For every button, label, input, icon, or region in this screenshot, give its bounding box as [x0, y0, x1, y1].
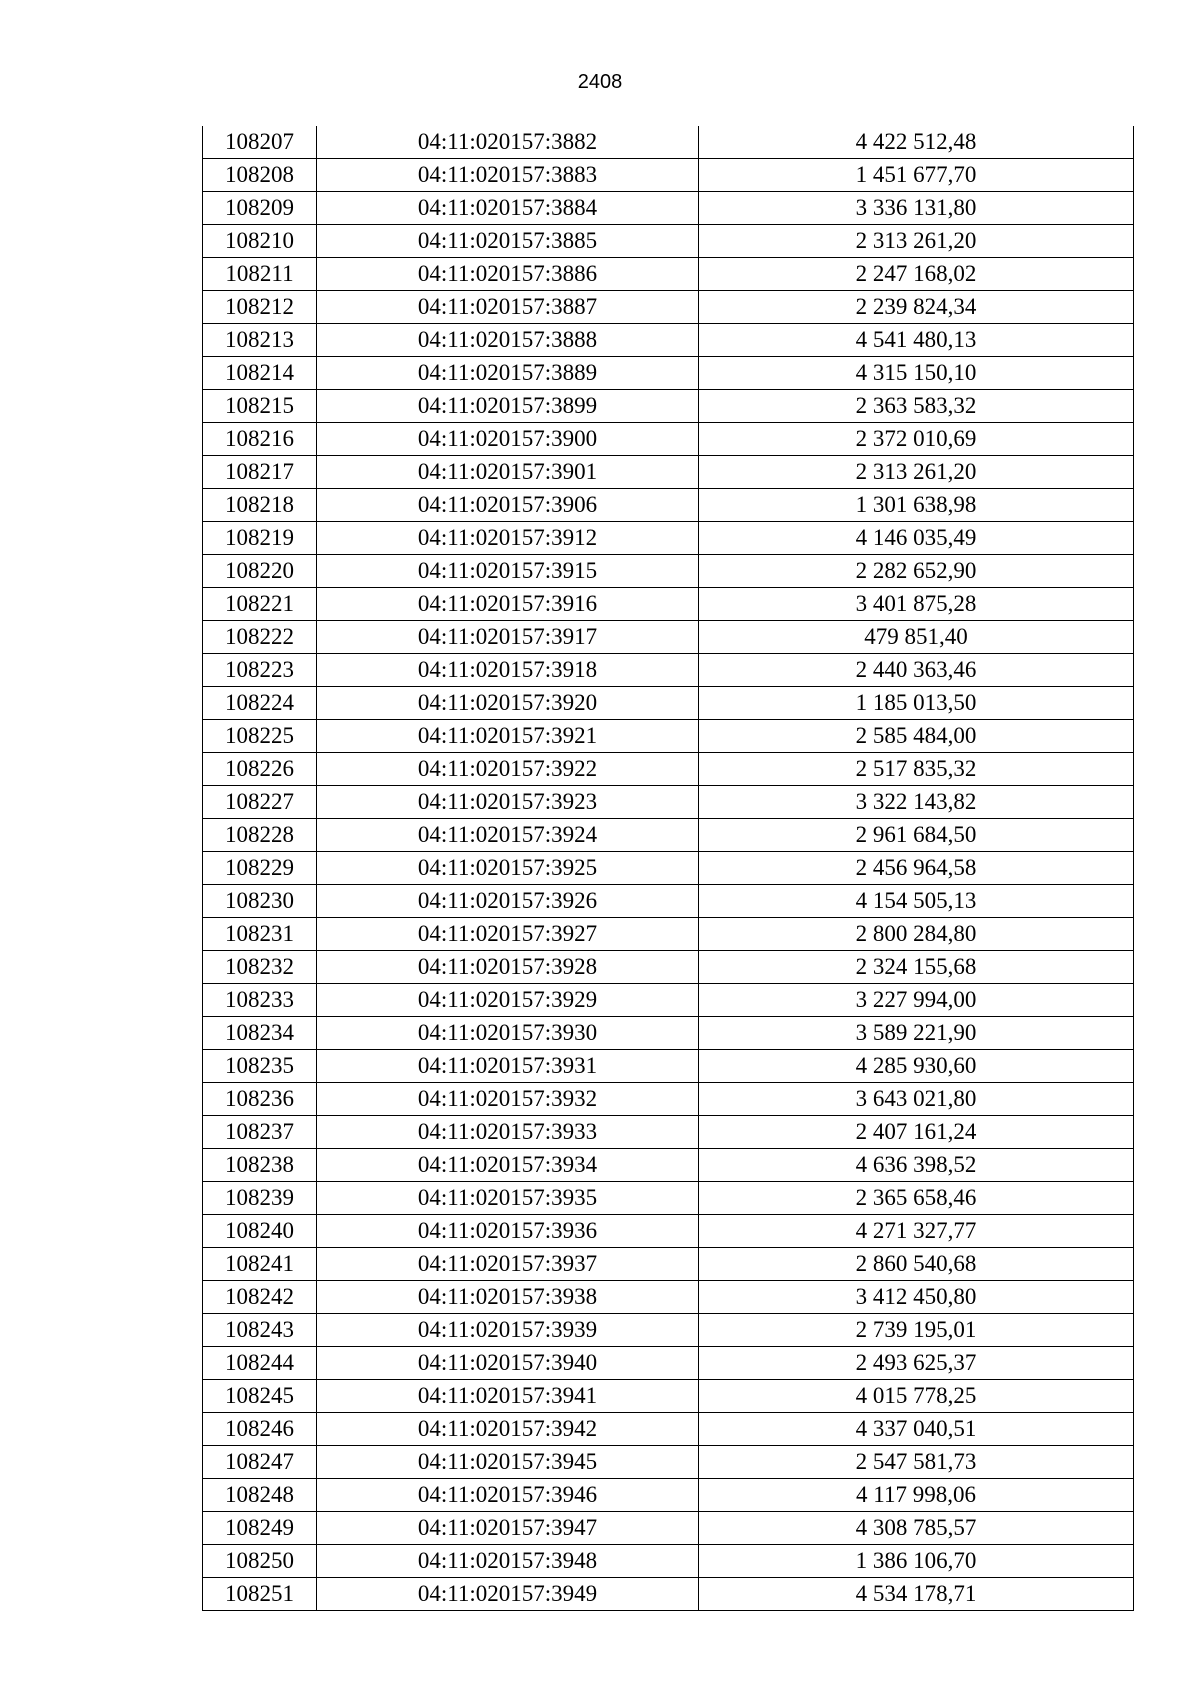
cadastral-number-cell: 04:11:020157:3899: [317, 390, 699, 423]
cadastral-value-cell: 3 401 875,28: [699, 588, 1134, 621]
row-number-cell: 108213: [203, 324, 317, 357]
cadastral-number-cell: 04:11:020157:3938: [317, 1281, 699, 1314]
table-row: [203, 159, 1134, 192]
cadastral-value-cell: 2 739 195,01: [699, 1314, 1134, 1347]
cadastral-number-cell: 04:11:020157:3929: [317, 984, 699, 1017]
cadastral-value-cell: 2 407 161,24: [699, 1116, 1134, 1149]
table-row: [203, 423, 1134, 456]
table-row: [203, 390, 1134, 423]
cadastral-value-cell: 4 154 505,13: [699, 885, 1134, 918]
row-number-cell: 108225: [203, 720, 317, 753]
row-number-cell: 108241: [203, 1248, 317, 1281]
cadastral-number-cell: 04:11:020157:3885: [317, 225, 699, 258]
cadastral-number-cell: 04:11:020157:3920: [317, 687, 699, 720]
cadastral-number-cell: 04:11:020157:3945: [317, 1446, 699, 1479]
cadastral-value-cell: 4 422 512,48: [699, 126, 1134, 159]
row-number-cell: 108250: [203, 1545, 317, 1578]
cadastral-number-cell: 04:11:020157:3935: [317, 1182, 699, 1215]
row-number-cell: 108239: [203, 1182, 317, 1215]
cadastral-value-cell: 4 015 778,25: [699, 1380, 1134, 1413]
cadastral-value-cell: 479 851,40: [699, 621, 1134, 654]
row-number-cell: 108211: [203, 258, 317, 291]
cadastral-value-cell: 2 547 581,73: [699, 1446, 1134, 1479]
row-number-cell: 108219: [203, 522, 317, 555]
row-number-cell: 108226: [203, 753, 317, 786]
table-row: [203, 1083, 1134, 1116]
table-row: [203, 984, 1134, 1017]
table-row: [203, 852, 1134, 885]
cadastral-value-cell: 1 185 013,50: [699, 687, 1134, 720]
row-number-cell: 108248: [203, 1479, 317, 1512]
row-number-cell: 108235: [203, 1050, 317, 1083]
row-number-cell: 108209: [203, 192, 317, 225]
cadastral-value-cell: 2 800 284,80: [699, 918, 1134, 951]
cadastral-number-cell: 04:11:020157:3947: [317, 1512, 699, 1545]
table-row: [203, 720, 1134, 753]
cadastral-value-cell: 2 440 363,46: [699, 654, 1134, 687]
cadastral-value-cell: 1 301 638,98: [699, 489, 1134, 522]
cadastral-value-cell: 2 247 168,02: [699, 258, 1134, 291]
cadastral-number-cell: 04:11:020157:3886: [317, 258, 699, 291]
cadastral-value-cell: 2 493 625,37: [699, 1347, 1134, 1380]
row-number-cell: 108230: [203, 885, 317, 918]
row-number-cell: 108244: [203, 1347, 317, 1380]
cadastral-number-cell: 04:11:020157:3918: [317, 654, 699, 687]
cadastral-value-cell: 2 365 658,46: [699, 1182, 1134, 1215]
table-row: [203, 1314, 1134, 1347]
table-row: [203, 1248, 1134, 1281]
row-number-cell: 108218: [203, 489, 317, 522]
row-number-cell: 108217: [203, 456, 317, 489]
page-number: 2408: [577, 71, 623, 93]
cadastral-value-cell: 2 313 261,20: [699, 225, 1134, 258]
table-row: [203, 324, 1134, 357]
row-number-cell: 108214: [203, 357, 317, 390]
table-row: [203, 1578, 1134, 1611]
cadastral-number-cell: 04:11:020157:3916: [317, 588, 699, 621]
cadastral-number-cell: 04:11:020157:3882: [317, 126, 699, 159]
row-number-cell: 108227: [203, 786, 317, 819]
row-number-cell: 108242: [203, 1281, 317, 1314]
table-row: [203, 1215, 1134, 1248]
cadastral-value-cell: 1 451 677,70: [699, 159, 1134, 192]
row-number-cell: 108207: [203, 126, 317, 159]
table-row: [203, 1017, 1134, 1050]
table-row: [203, 1512, 1134, 1545]
cadastral-value-cell: 4 534 178,71: [699, 1578, 1134, 1611]
row-number-cell: 108212: [203, 291, 317, 324]
row-number-cell: 108222: [203, 621, 317, 654]
table-row: [203, 456, 1134, 489]
row-number-cell: 108234: [203, 1017, 317, 1050]
table-row: [203, 918, 1134, 951]
table-row: [203, 1281, 1134, 1314]
row-number-cell: 108237: [203, 1116, 317, 1149]
row-number-cell: 108236: [203, 1083, 317, 1116]
cadastral-value-table: [202, 126, 1134, 1611]
cadastral-value-cell: 3 643 021,80: [699, 1083, 1134, 1116]
cadastral-number-cell: 04:11:020157:3921: [317, 720, 699, 753]
cadastral-value-cell: 1 386 106,70: [699, 1545, 1134, 1578]
cadastral-number-cell: 04:11:020157:3941: [317, 1380, 699, 1413]
cadastral-number-cell: 04:11:020157:3939: [317, 1314, 699, 1347]
cadastral-number-cell: 04:11:020157:3927: [317, 918, 699, 951]
table-row: [203, 1347, 1134, 1380]
cadastral-value-cell: 2 585 484,00: [699, 720, 1134, 753]
cadastral-number-cell: 04:11:020157:3901: [317, 456, 699, 489]
cadastral-number-cell: 04:11:020157:3926: [317, 885, 699, 918]
cadastral-number-cell: 04:11:020157:3889: [317, 357, 699, 390]
cadastral-number-cell: 04:11:020157:3930: [317, 1017, 699, 1050]
cadastral-value-cell: 4 271 327,77: [699, 1215, 1134, 1248]
cadastral-value-cell: 3 589 221,90: [699, 1017, 1134, 1050]
cadastral-value-cell: 3 336 131,80: [699, 192, 1134, 225]
cadastral-number-cell: 04:11:020157:3887: [317, 291, 699, 324]
row-number-cell: 108215: [203, 390, 317, 423]
table-row: [203, 192, 1134, 225]
cadastral-value-cell: 2 372 010,69: [699, 423, 1134, 456]
cadastral-number-cell: 04:11:020157:3888: [317, 324, 699, 357]
row-number-cell: 108245: [203, 1380, 317, 1413]
cadastral-value-cell: 2 239 824,34: [699, 291, 1134, 324]
table-row: [203, 1545, 1134, 1578]
table-body: [203, 126, 1134, 1611]
table-row: [203, 654, 1134, 687]
cadastral-number-cell: 04:11:020157:3932: [317, 1083, 699, 1116]
cadastral-value-cell: 4 541 480,13: [699, 324, 1134, 357]
table-row: [203, 786, 1134, 819]
cadastral-value-cell: 4 308 785,57: [699, 1512, 1134, 1545]
table-row: [203, 522, 1134, 555]
cadastral-value-cell: 2 456 964,58: [699, 852, 1134, 885]
row-number-cell: 108231: [203, 918, 317, 951]
cadastral-number-cell: 04:11:020157:3948: [317, 1545, 699, 1578]
table-row: [203, 357, 1134, 390]
row-number-cell: 108251: [203, 1578, 317, 1611]
table-row: [203, 1050, 1134, 1083]
table-row: [203, 258, 1134, 291]
table-row: [203, 1479, 1134, 1512]
row-number-cell: 108221: [203, 588, 317, 621]
row-number-cell: 108238: [203, 1149, 317, 1182]
row-number-cell: 108247: [203, 1446, 317, 1479]
row-number-cell: 108216: [203, 423, 317, 456]
table-row: [203, 621, 1134, 654]
cadastral-value-cell: 4 117 998,06: [699, 1479, 1134, 1512]
row-number-cell: 108249: [203, 1512, 317, 1545]
table-row: [203, 126, 1134, 159]
table-row: [203, 819, 1134, 852]
row-number-cell: 108220: [203, 555, 317, 588]
table-row: [203, 1149, 1134, 1182]
table-row: [203, 753, 1134, 786]
cadastral-number-cell: 04:11:020157:3883: [317, 159, 699, 192]
cadastral-number-cell: 04:11:020157:3942: [317, 1413, 699, 1446]
cadastral-number-cell: 04:11:020157:3923: [317, 786, 699, 819]
row-number-cell: 108240: [203, 1215, 317, 1248]
cadastral-number-cell: 04:11:020157:3949: [317, 1578, 699, 1611]
table-row: [203, 555, 1134, 588]
table-row: [203, 885, 1134, 918]
cadastral-value-cell: 4 315 150,10: [699, 357, 1134, 390]
table-row: [203, 588, 1134, 621]
row-number-cell: 108246: [203, 1413, 317, 1446]
cadastral-value-cell: 3 227 994,00: [699, 984, 1134, 1017]
cadastral-value-cell: 4 636 398,52: [699, 1149, 1134, 1182]
row-number-cell: 108224: [203, 687, 317, 720]
cadastral-number-cell: 04:11:020157:3906: [317, 489, 699, 522]
cadastral-value-cell: 2 517 835,32: [699, 753, 1134, 786]
row-number-cell: 108228: [203, 819, 317, 852]
table-row: [203, 1446, 1134, 1479]
table-row: [203, 687, 1134, 720]
table-row: [203, 225, 1134, 258]
cadastral-value-cell: 4 146 035,49: [699, 522, 1134, 555]
cadastral-number-cell: 04:11:020157:3937: [317, 1248, 699, 1281]
cadastral-number-cell: 04:11:020157:3915: [317, 555, 699, 588]
table-row: [203, 1116, 1134, 1149]
table-row: [203, 1182, 1134, 1215]
row-number-cell: 108243: [203, 1314, 317, 1347]
cadastral-number-cell: 04:11:020157:3884: [317, 192, 699, 225]
table-row: [203, 951, 1134, 984]
row-number-cell: 108232: [203, 951, 317, 984]
cadastral-number-cell: 04:11:020157:3912: [317, 522, 699, 555]
cadastral-value-cell: 3 322 143,82: [699, 786, 1134, 819]
cadastral-number-cell: 04:11:020157:3940: [317, 1347, 699, 1380]
table-row: [203, 1413, 1134, 1446]
cadastral-number-cell: 04:11:020157:3933: [317, 1116, 699, 1149]
cadastral-number-cell: 04:11:020157:3934: [317, 1149, 699, 1182]
table-row: [203, 291, 1134, 324]
cadastral-value-cell: 4 337 040,51: [699, 1413, 1134, 1446]
row-number-cell: 108210: [203, 225, 317, 258]
cadastral-number-cell: 04:11:020157:3917: [317, 621, 699, 654]
cadastral-value-cell: 2 324 155,68: [699, 951, 1134, 984]
row-number-cell: 108208: [203, 159, 317, 192]
cadastral-number-cell: 04:11:020157:3925: [317, 852, 699, 885]
cadastral-number-cell: 04:11:020157:3946: [317, 1479, 699, 1512]
table-row: [203, 1380, 1134, 1413]
row-number-cell: 108223: [203, 654, 317, 687]
cadastral-number-cell: 04:11:020157:3900: [317, 423, 699, 456]
cadastral-number-cell: 04:11:020157:3928: [317, 951, 699, 984]
cadastral-value-cell: 4 285 930,60: [699, 1050, 1134, 1083]
cadastral-value-cell: 3 412 450,80: [699, 1281, 1134, 1314]
cadastral-number-cell: 04:11:020157:3924: [317, 819, 699, 852]
cadastral-value-cell: 2 860 540,68: [699, 1248, 1134, 1281]
cadastral-number-cell: 04:11:020157:3922: [317, 753, 699, 786]
cadastral-value-cell: 2 363 583,32: [699, 390, 1134, 423]
cadastral-number-cell: 04:11:020157:3931: [317, 1050, 699, 1083]
cadastral-value-cell: 2 313 261,20: [699, 456, 1134, 489]
row-number-cell: 108233: [203, 984, 317, 1017]
cadastral-number-cell: 04:11:020157:3936: [317, 1215, 699, 1248]
table-row: [203, 489, 1134, 522]
cadastral-value-cell: 2 282 652,90: [699, 555, 1134, 588]
cadastral-value-cell: 2 961 684,50: [699, 819, 1134, 852]
row-number-cell: 108229: [203, 852, 317, 885]
